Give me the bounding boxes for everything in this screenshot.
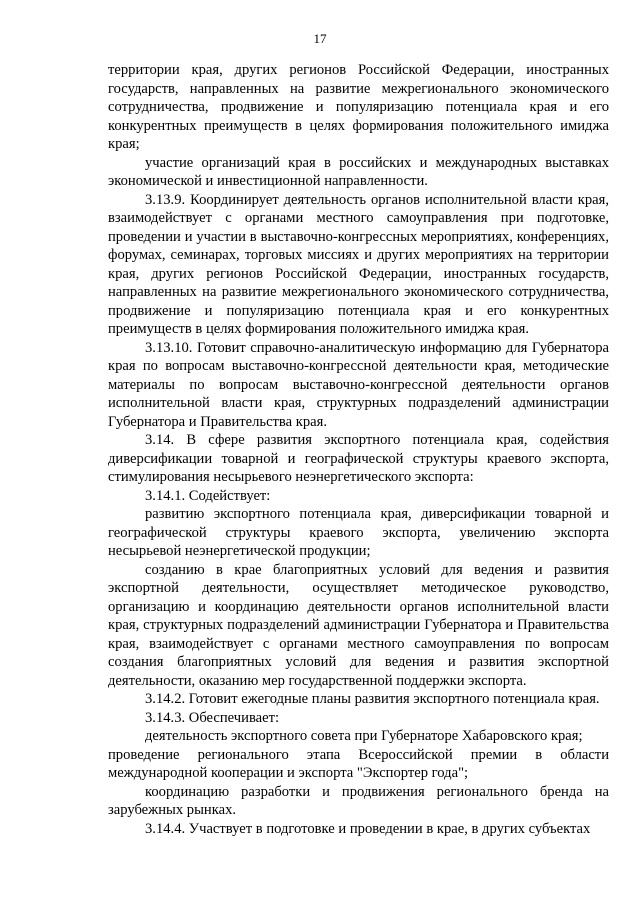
paragraph: проведение регионального этапа Всероссийской премии в области международной кооперации и экспорта "Экспортер года";	[108, 746, 609, 781]
page-number: 17	[313, 31, 327, 46]
paragraph: 3.13.10. Готовит справочно-аналитическую информацию для Губернатора края по вопросам выставочно-конгрессной деятельности края, методические материалы по вопросам выставочно-конгрессной деятельности органов исполнительной власти края, структурных подразделений администрации Губернатора и Правительства края.	[108, 339, 609, 430]
paragraph: территории края, других регионов Российской Федерации, иностранных государств, направленных на развитие межрегионального экономического сотрудничества, продвижение и популяризацию потенциала края и его конкурентных преимуществ в целях формирования положительного имиджа края;	[108, 62, 609, 152]
paragraph: 3.14.4. Участвует в подготовке и проведении в крае, в других субъектах	[145, 820, 591, 837]
paragraph: 3.13.9. Координирует деятельность органов исполнительной власти края, взаимодействует с органами местного самоуправления при подготовке, проведении и участии в выставочно-конгрессных мероприятиях, конференциях, форумах, семинарах, торговых миссиях и других мероприятиях на территории края, других регионов Российской Федерации, иностранных государств, направленных на развитие межрегионального экономического сотрудничества, продвижение и популяризацию потенциала края и его конкурентных преимуществ в целях формирования положительного имиджа края.	[108, 191, 609, 337]
paragraph: развитию экспортного потенциала края, диверсификации товарной и географической структуры краевого экспорта, увеличению экспорта несырьевой неэнергетической продукции;	[108, 506, 609, 559]
document-body	[108, 61, 609, 838]
paragraph: 3.14.1. Содействует:	[145, 487, 271, 504]
paragraph: 3.14.2. Готовит ежегодные планы развития экспортного потенциала края.	[145, 691, 600, 707]
paragraph: деятельность экспортного совета при Губернаторе Хабаровского края;	[145, 728, 583, 744]
paragraph: координацию разработки и продвижения регионального бренда на зарубежных рынках.	[108, 783, 609, 818]
paragraph: участие организаций края в российских и международных выставках экономической и инвестиционной направленности.	[108, 154, 609, 189]
paragraph: созданию в крае благоприятных условий для ведения и развития экспортной деятельности, осуществляет методическое руководство, организацию и координацию деятельности органов исполнительной власти края, структурных подразделений администрации Губернатора и Правительства края, взаимодействует с органами местного самоуправления по вопросам создания благоприятных условий для ведения и развития экспортной деятельности, оказанию мер государственной поддержки экспорта.	[108, 561, 609, 689]
paragraph: 3.14.3. Обеспечивает:	[145, 709, 280, 726]
paragraph: 3.14. В сфере развития экспортного потенциала края, содействия диверсификации товарной и географической структуры краевого экспорта, стимулирования несырьевого неэнергетического экспорта:	[108, 432, 609, 485]
